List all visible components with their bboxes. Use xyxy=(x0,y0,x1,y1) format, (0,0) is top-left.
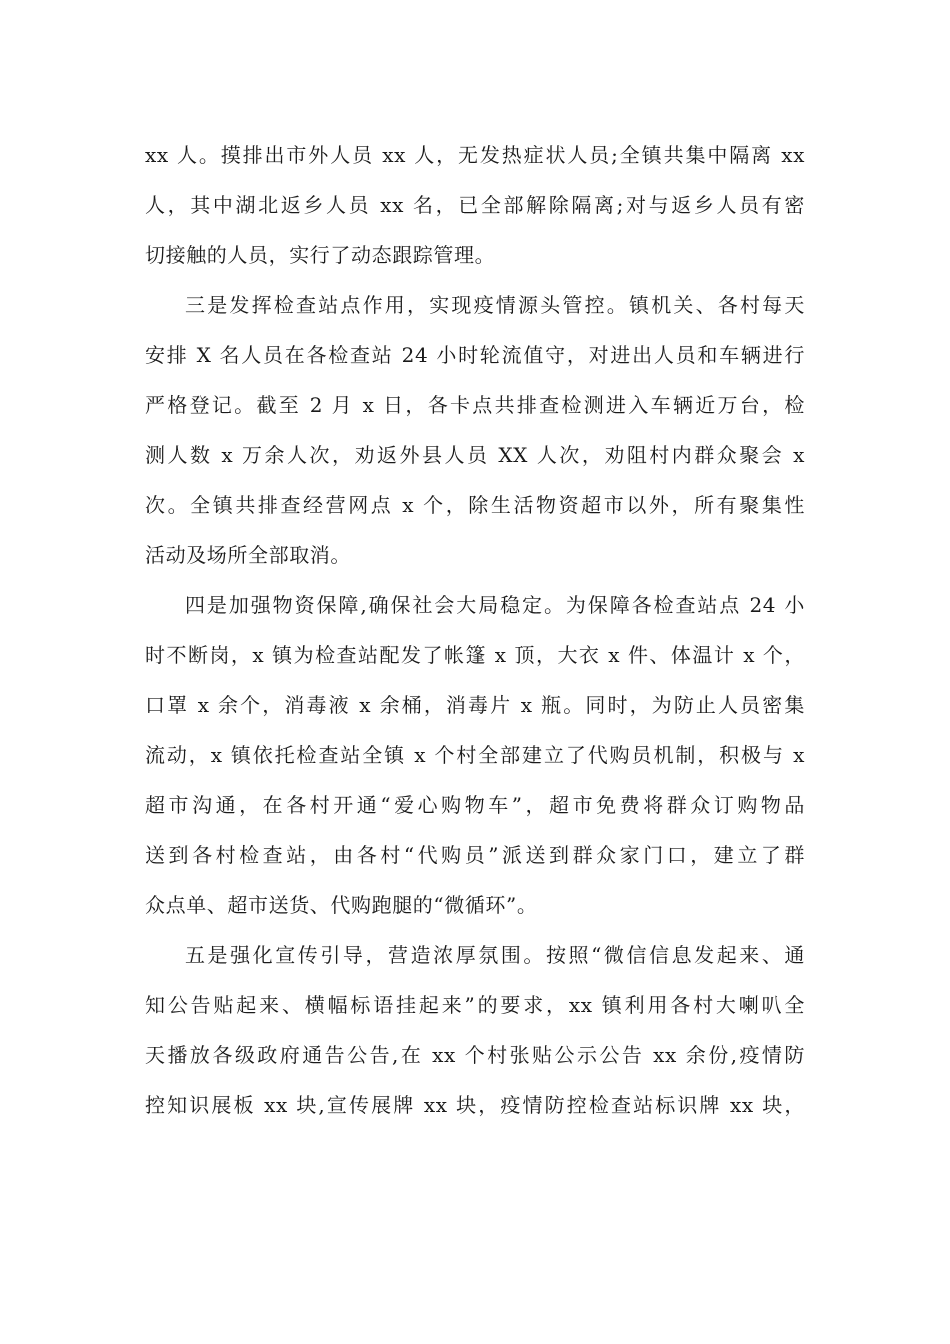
text-line: 活动及场所全部取消。 xyxy=(145,543,351,567)
text-line: xx 人。摸排出市外人员 xx 人，无发热症状人员;全镇共集中隔离 xx xyxy=(145,143,805,167)
text-line: 次。全镇共排查经营网点 x 个，除生活物资超市以外，所有聚集性 xyxy=(145,493,805,517)
text-line: 安排 X 名人员在各检查站 24 小时轮流值守，对进出人员和车辆进行 xyxy=(145,343,805,367)
text-line: 控知识展板 xx 块,宣传展牌 xx 块，疫情防控检查站标识牌 xx 块， xyxy=(145,1093,805,1117)
text-line: 众点单、超市送货、代购跑腿的“微循环”。 xyxy=(145,893,538,917)
text-line: 测人数 x 万余人次，劝返外县人员 XX 人次，劝阻村内群众聚会 x xyxy=(145,443,805,467)
text-line: 人，其中湖北返乡人员 xx 名，已全部解除隔离;对与返乡人员有密 xyxy=(145,193,805,217)
text-line: 严格登记。截至 2 月 x 日，各卡点共排查检测进入车辆近万台，检 xyxy=(145,393,805,417)
text-line: 五是强化宣传引导，营造浓厚氛围。按照“微信信息发起来、通 xyxy=(185,943,805,967)
text-line: 三是发挥检查站点作用，实现疫情源头管控。镇机关、各村每天 xyxy=(185,293,805,317)
text-line: 流动，x 镇依托检查站全镇 x 个村全部建立了代购员机制，积极与 x xyxy=(145,743,805,767)
text-line: 天播放各级政府通告公告,在 xx 个村张贴公示公告 xx 余份,疫情防 xyxy=(145,1043,805,1067)
text-line: 切接触的人员，实行了动态跟踪管理。 xyxy=(145,243,496,267)
text-line: 四是加强物资保障,确保社会大局稳定。为保障各检查站点 24 小 xyxy=(185,593,805,617)
document-body xyxy=(145,130,805,1130)
text-line: 时不断岗，x 镇为检查站配发了帐篷 x 顶，大衣 x 件、体温计 x 个， xyxy=(145,643,805,667)
text-line: 知公告贴起来、横幅标语挂起来”的要求，xx 镇利用各村大喇叭全 xyxy=(145,993,805,1017)
text-line: 送到各村检查站，由各村“代购员”派送到群众家门口，建立了群 xyxy=(145,843,805,867)
text-line: 超市沟通，在各村开通“爱心购物车”，超市免费将群众订购物品 xyxy=(145,793,805,817)
text-line: 口罩 x 余个，消毒液 x 余桶，消毒片 x 瓶。同时，为防止人员密集 xyxy=(145,693,805,717)
